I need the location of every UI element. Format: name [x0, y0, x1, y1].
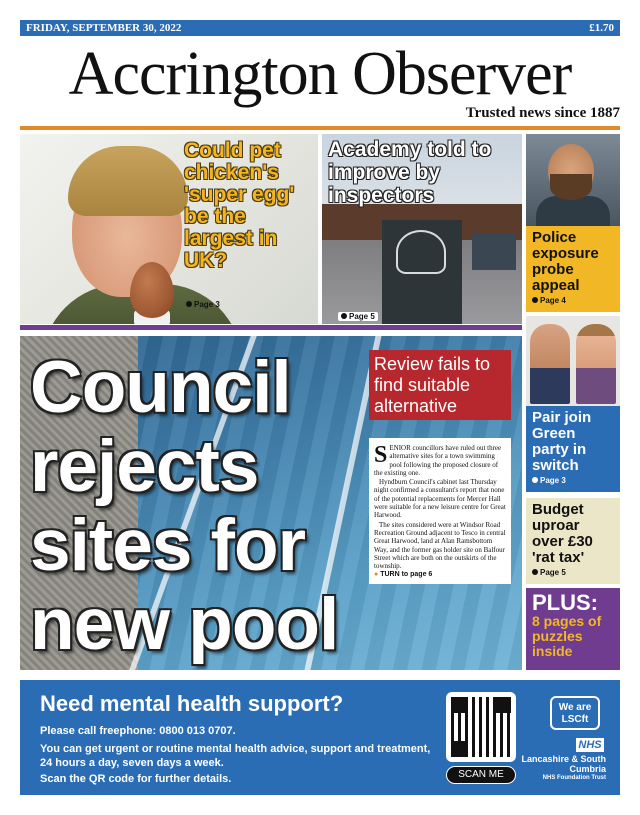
bullet-icon: [532, 477, 538, 483]
lead-standfirst: Review fails to find suitable alternative: [369, 350, 511, 420]
story-paragraph: Hyndburn Council's cabinet last Thursday night confirmed a consultant's report that none of the potential replacements for Mercer Hall were suitable for a new leisure centre for Great Harwood.: [374, 478, 506, 520]
advert-title: Need mental health support?: [40, 691, 344, 716]
teaser-puzzles[interactable]: [526, 588, 620, 670]
bullet-icon: [532, 569, 538, 575]
lead-story[interactable]: [20, 336, 522, 670]
police-teaser-photo: [526, 134, 620, 226]
lead-story-text: [369, 438, 511, 584]
page-reference: Page 5: [532, 568, 614, 577]
section-divider: [20, 325, 522, 330]
teaser-budget[interactable]: [526, 498, 620, 584]
qr-code-icon: [451, 697, 511, 757]
teaser-pet-chicken[interactable]: [20, 134, 318, 324]
masthead-divider: [20, 126, 620, 130]
woman-portrait: [576, 324, 616, 404]
masthead-tagline: Trusted news since 1887: [465, 105, 620, 121]
arrow-right-icon: ●: [374, 571, 379, 579]
issue-date: FRIDAY, SEPTEMBER 30, 2022: [26, 22, 182, 34]
bullet-icon: [186, 301, 192, 307]
building-window: [472, 234, 516, 270]
page-reference: Page 3: [186, 300, 220, 309]
pair-join-photo: [526, 316, 620, 406]
plus-label: PLUS:: [532, 590, 598, 615]
man-beard: [550, 174, 592, 200]
trust-name: Lancashire & South Cumbria: [521, 754, 606, 774]
trust-subtitle: NHS Foundation Trust: [542, 775, 606, 781]
drop-cap: S: [374, 442, 388, 468]
advert-qr-instruction: Scan the QR code for further details.: [40, 773, 232, 785]
mental-health-advert[interactable]: [20, 680, 620, 795]
issue-price: £1.70: [589, 22, 614, 34]
teaser-headline: Pair join Green party in switch: [532, 409, 592, 474]
boy-photo-hair: [68, 146, 188, 216]
page-reference: Page 4: [532, 296, 614, 305]
page-reference: Page 5: [338, 312, 378, 321]
page-reference: Page 3: [532, 476, 614, 485]
teaser-academy[interactable]: [322, 134, 522, 324]
advert-description: You can get urgent or routine mental health advice, support and treatment, 24 hours a day, seven days a week.: [40, 743, 431, 769]
qr-code[interactable]: [446, 692, 516, 762]
masthead-title: Accrington Observer: [68, 40, 572, 108]
scan-me-label: SCAN ME: [446, 766, 516, 784]
man-torso: [536, 196, 610, 226]
bullet-icon: [341, 313, 347, 319]
bullet-icon: [532, 297, 538, 303]
teaser-headline: Could pet chicken's 'super egg' be the largest in UK?: [184, 139, 295, 272]
plus-text: 8 pages of puzzles inside: [532, 613, 602, 659]
lead-headline: Council rejects sites for new pool: [30, 347, 339, 665]
teaser-headline: Budget uproar over £30 'rat tax': [532, 501, 593, 566]
teaser-pair-join[interactable]: [526, 406, 620, 492]
advert-phone: Please call freephone: 0800 013 0707.: [40, 725, 236, 737]
tree-logo-icon: [396, 230, 446, 274]
teaser-headline: Academy told to improve by inspectors: [328, 138, 492, 207]
story-paragraph: The sites considered were at Windsor Road Recreation Ground adjacent to Tesco in central Great Harwood, land at Alan Ramsbottom Way, and the former gas holder site on Balfour Street which are both on the outskirts of the township.: [374, 520, 506, 571]
teaser-headline: Police exposure probe appeal: [532, 229, 599, 294]
lscft-badge: We are LSCft: [550, 696, 600, 730]
turn-page-link[interactable]: ● TURN to page 6: [374, 571, 433, 579]
nhs-logo: NHS: [576, 738, 604, 752]
story-paragraph: SENIOR councillors have ruled out three alternative sites for a town swimming pool following the proposed closure of the existing one.: [374, 442, 502, 477]
teaser-police[interactable]: [526, 226, 620, 312]
man-portrait: [530, 324, 570, 404]
